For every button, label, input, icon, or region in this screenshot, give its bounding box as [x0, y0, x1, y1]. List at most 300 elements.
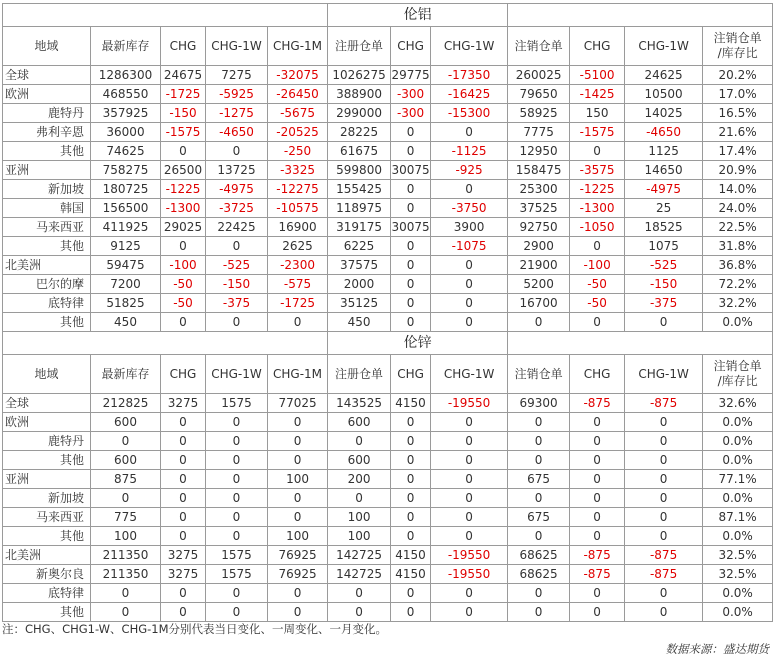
title-blank	[3, 332, 328, 355]
value-cell: -4650	[206, 123, 268, 142]
value-cell: -5100	[570, 66, 625, 85]
value-cell: 0	[161, 313, 206, 332]
table-title: 伦锌	[328, 332, 508, 355]
value-cell: 3275	[161, 394, 206, 413]
value-cell: 1125	[625, 142, 703, 161]
value-cell: 17.0%	[703, 85, 773, 104]
value-cell: 1286300	[91, 66, 161, 85]
region-cell: 鹿特丹	[3, 432, 91, 451]
value-cell: 24625	[625, 66, 703, 85]
region-cell: 其他	[3, 142, 91, 161]
region-cell: 欧洲	[3, 85, 91, 104]
value-cell: 0	[161, 584, 206, 603]
value-cell: 0	[391, 432, 431, 451]
value-cell: 32.6%	[703, 394, 773, 413]
value-cell: 31.8%	[703, 237, 773, 256]
value-cell: 100	[268, 470, 328, 489]
value-cell: 143525	[328, 394, 391, 413]
value-cell: 155425	[328, 180, 391, 199]
value-cell: 25300	[508, 180, 570, 199]
table-row	[3, 85, 773, 104]
value-cell: -375	[625, 294, 703, 313]
value-cell: 0	[570, 451, 625, 470]
value-cell: 118975	[328, 199, 391, 218]
value-cell: 59475	[91, 256, 161, 275]
value-cell: 0	[206, 489, 268, 508]
value-cell: 29775	[391, 66, 431, 85]
value-cell: -26450	[268, 85, 328, 104]
value-cell: 0	[508, 603, 570, 622]
value-cell: 0	[391, 256, 431, 275]
value-cell: 0	[391, 199, 431, 218]
region-cell: 全球	[3, 66, 91, 85]
table-row	[3, 394, 773, 413]
value-cell: 600	[328, 451, 391, 470]
value-cell: -875	[570, 394, 625, 413]
value-cell: 0	[625, 603, 703, 622]
value-cell: -875	[625, 546, 703, 565]
region-cell: 其他	[3, 527, 91, 546]
value-cell: 0	[508, 451, 570, 470]
value-cell: 18525	[625, 218, 703, 237]
value-cell: 0	[268, 313, 328, 332]
value-cell: 0	[161, 142, 206, 161]
value-cell: 0	[161, 413, 206, 432]
value-cell: 77.1%	[703, 470, 773, 489]
value-cell: 0	[206, 237, 268, 256]
value-cell: 0	[328, 584, 391, 603]
region-cell: 其他	[3, 313, 91, 332]
value-cell: 0	[508, 584, 570, 603]
table-row	[3, 66, 773, 85]
value-cell: 600	[91, 451, 161, 470]
value-cell: 0	[391, 275, 431, 294]
value-cell: 0	[431, 584, 508, 603]
value-cell: 3275	[161, 565, 206, 584]
value-cell: 4150	[391, 394, 431, 413]
value-cell: 0	[570, 432, 625, 451]
table-header-row	[3, 355, 773, 394]
value-cell: 0	[161, 432, 206, 451]
value-cell: 0	[206, 470, 268, 489]
value-cell: 200	[328, 470, 391, 489]
column-header: CHG-1W	[206, 355, 268, 394]
table-title-row	[3, 332, 773, 355]
region-cell: 鹿特丹	[3, 104, 91, 123]
value-cell: 0	[625, 413, 703, 432]
value-cell: 0	[625, 451, 703, 470]
value-cell: 142725	[328, 546, 391, 565]
value-cell: 0	[431, 508, 508, 527]
value-cell: -300	[391, 85, 431, 104]
value-cell: -19550	[431, 394, 508, 413]
value-cell: 72.2%	[703, 275, 773, 294]
value-cell: 260025	[508, 66, 570, 85]
column-header: CHG	[391, 355, 431, 394]
value-cell: 0	[570, 470, 625, 489]
value-cell: 36.8%	[703, 256, 773, 275]
value-cell: -150	[625, 275, 703, 294]
value-cell: 17.4%	[703, 142, 773, 161]
table-row	[3, 313, 773, 332]
region-cell: 马来西亚	[3, 218, 91, 237]
value-cell: 0	[508, 413, 570, 432]
table-row	[3, 104, 773, 123]
value-cell: 0	[161, 489, 206, 508]
value-cell: 299000	[328, 104, 391, 123]
column-header: CHG	[570, 355, 625, 394]
value-cell: 0	[431, 413, 508, 432]
value-cell: 25	[625, 199, 703, 218]
column-header: CHG	[161, 355, 206, 394]
value-cell: -5675	[268, 104, 328, 123]
table-row	[3, 603, 773, 622]
value-cell: 211350	[91, 546, 161, 565]
value-cell: 600	[91, 413, 161, 432]
value-cell: -1575	[161, 123, 206, 142]
value-cell: 0	[206, 413, 268, 432]
value-cell: 150	[570, 104, 625, 123]
value-cell: 1575	[206, 546, 268, 565]
value-cell: 0	[391, 470, 431, 489]
value-cell: 30075	[391, 161, 431, 180]
value-cell: 16700	[508, 294, 570, 313]
column-header: CHG-1W	[431, 355, 508, 394]
table-title: 伦铝	[328, 4, 508, 27]
value-cell: -525	[625, 256, 703, 275]
value-cell: -300	[391, 104, 431, 123]
value-cell: 450	[328, 313, 391, 332]
region-cell: 其他	[3, 237, 91, 256]
value-cell: 2625	[268, 237, 328, 256]
value-cell: 100	[268, 527, 328, 546]
value-cell: -1300	[161, 199, 206, 218]
value-cell: -1575	[570, 123, 625, 142]
value-cell: -1050	[570, 218, 625, 237]
value-cell: -4650	[625, 123, 703, 142]
value-cell: 0	[625, 489, 703, 508]
value-cell: 24.0%	[703, 199, 773, 218]
value-cell: 0	[391, 489, 431, 508]
value-cell: -150	[161, 104, 206, 123]
column-header: CHG-1W	[206, 27, 268, 66]
value-cell: -10575	[268, 199, 328, 218]
value-cell: 0.0%	[703, 432, 773, 451]
value-cell: -2300	[268, 256, 328, 275]
value-cell: 0	[161, 508, 206, 527]
value-cell: -925	[431, 161, 508, 180]
value-cell: 32.5%	[703, 565, 773, 584]
value-cell: 0	[391, 508, 431, 527]
value-cell: 0	[161, 237, 206, 256]
value-cell: 3900	[431, 218, 508, 237]
value-cell: -50	[570, 275, 625, 294]
value-cell: 758275	[91, 161, 161, 180]
value-cell: 0	[328, 489, 391, 508]
value-cell: 388900	[328, 85, 391, 104]
value-cell: 14025	[625, 104, 703, 123]
column-header: CHG	[391, 27, 431, 66]
value-cell: 100	[328, 527, 391, 546]
value-cell: 212825	[91, 394, 161, 413]
column-header: CHG	[570, 27, 625, 66]
region-cell: 巴尔的摩	[3, 275, 91, 294]
value-cell: 0	[206, 527, 268, 546]
title-blank	[3, 4, 328, 27]
table-row	[3, 142, 773, 161]
value-cell: 0	[268, 584, 328, 603]
value-cell: 142725	[328, 565, 391, 584]
value-cell: 0	[391, 123, 431, 142]
table-row	[3, 413, 773, 432]
title-blank	[508, 4, 773, 27]
value-cell: 7275	[206, 66, 268, 85]
region-cell: 弗利辛恩	[3, 123, 91, 142]
value-cell: 0	[570, 508, 625, 527]
value-cell: 0	[431, 275, 508, 294]
value-cell: 411925	[91, 218, 161, 237]
value-cell: 0	[391, 451, 431, 470]
table-row	[3, 451, 773, 470]
value-cell: -19550	[431, 546, 508, 565]
value-cell: 0	[570, 142, 625, 161]
value-cell: 0	[431, 180, 508, 199]
value-cell: 0.0%	[703, 527, 773, 546]
value-cell: 10500	[625, 85, 703, 104]
value-cell: 14650	[625, 161, 703, 180]
value-cell: 16900	[268, 218, 328, 237]
table-row	[3, 161, 773, 180]
value-cell: 20.2%	[703, 66, 773, 85]
region-cell: 北美洲	[3, 546, 91, 565]
value-cell: 32.2%	[703, 294, 773, 313]
value-cell: 0	[206, 508, 268, 527]
value-cell: -1225	[570, 180, 625, 199]
column-header: 地域	[3, 355, 91, 394]
value-cell: -19550	[431, 565, 508, 584]
value-cell: 2900	[508, 237, 570, 256]
column-header: 注销仓单 /库存比	[703, 355, 773, 394]
region-cell: 北美洲	[3, 256, 91, 275]
value-cell: 319175	[328, 218, 391, 237]
value-cell: -1725	[161, 85, 206, 104]
value-cell: 0	[268, 413, 328, 432]
value-cell: -375	[206, 294, 268, 313]
region-cell: 全球	[3, 394, 91, 413]
value-cell: 0	[328, 432, 391, 451]
value-cell: 468550	[91, 85, 161, 104]
column-header: CHG-1M	[268, 355, 328, 394]
value-cell: 0	[91, 603, 161, 622]
value-cell: 77025	[268, 394, 328, 413]
column-header: 最新库存	[91, 27, 161, 66]
value-cell: 0	[91, 584, 161, 603]
value-cell: 1026275	[328, 66, 391, 85]
value-cell: 13725	[206, 161, 268, 180]
value-cell: 875	[91, 470, 161, 489]
value-cell: -1725	[268, 294, 328, 313]
value-cell: 0	[570, 313, 625, 332]
value-cell: 0	[431, 123, 508, 142]
value-cell: -250	[268, 142, 328, 161]
column-header: 注销仓单	[508, 27, 570, 66]
region-cell: 韩国	[3, 199, 91, 218]
table-row	[3, 432, 773, 451]
value-cell: 0.0%	[703, 584, 773, 603]
table-row	[3, 584, 773, 603]
value-cell: 0	[431, 489, 508, 508]
table-row	[3, 256, 773, 275]
value-cell: 3275	[161, 546, 206, 565]
region-cell: 欧洲	[3, 413, 91, 432]
value-cell: -12275	[268, 180, 328, 199]
value-cell: 0	[625, 527, 703, 546]
value-cell: 29025	[161, 218, 206, 237]
value-cell: 0	[328, 603, 391, 622]
value-cell: -575	[268, 275, 328, 294]
value-cell: 92750	[508, 218, 570, 237]
value-cell: 0	[206, 142, 268, 161]
value-cell: 0	[391, 527, 431, 546]
value-cell: 12950	[508, 142, 570, 161]
value-cell: 32.5%	[703, 546, 773, 565]
value-cell: -525	[206, 256, 268, 275]
value-cell: 156500	[91, 199, 161, 218]
value-cell: 0.0%	[703, 313, 773, 332]
value-cell: -50	[570, 294, 625, 313]
value-cell: 0	[431, 603, 508, 622]
value-cell: 7200	[91, 275, 161, 294]
value-cell: -4975	[625, 180, 703, 199]
region-cell: 其他	[3, 603, 91, 622]
value-cell: 0	[431, 313, 508, 332]
value-cell: 51825	[91, 294, 161, 313]
column-header: 地域	[3, 27, 91, 66]
value-cell: 0	[161, 603, 206, 622]
value-cell: -1225	[161, 180, 206, 199]
value-cell: -15300	[431, 104, 508, 123]
value-cell: 100	[91, 527, 161, 546]
value-cell: 14.0%	[703, 180, 773, 199]
column-header: CHG-1W	[625, 355, 703, 394]
value-cell: 37525	[508, 199, 570, 218]
value-cell: 0.0%	[703, 489, 773, 508]
value-cell: -875	[625, 565, 703, 584]
value-cell: 0.0%	[703, 603, 773, 622]
value-cell: 1575	[206, 565, 268, 584]
value-cell: -3325	[268, 161, 328, 180]
value-cell: 74625	[91, 142, 161, 161]
value-cell: 4150	[391, 546, 431, 565]
value-cell: 2000	[328, 275, 391, 294]
value-cell: 0	[268, 489, 328, 508]
value-cell: 28225	[328, 123, 391, 142]
table-row	[3, 489, 773, 508]
data-source: 数据来源：盛达期货	[665, 642, 769, 656]
column-header: CHG-1W	[625, 27, 703, 66]
value-cell: -875	[625, 394, 703, 413]
region-cell: 新加坡	[3, 489, 91, 508]
value-cell: 0	[570, 603, 625, 622]
value-cell: 0	[508, 489, 570, 508]
value-cell: 0	[391, 142, 431, 161]
column-header: 最新库存	[91, 355, 161, 394]
value-cell: 0	[391, 237, 431, 256]
value-cell: 450	[91, 313, 161, 332]
value-cell: -1300	[570, 199, 625, 218]
value-cell: 0	[570, 489, 625, 508]
value-cell: 0	[391, 313, 431, 332]
region-cell: 新奥尔良	[3, 565, 91, 584]
value-cell: 1075	[625, 237, 703, 256]
value-cell: 79650	[508, 85, 570, 104]
value-cell: -100	[161, 256, 206, 275]
value-cell: 600	[328, 413, 391, 432]
table-row	[3, 565, 773, 584]
value-cell: 26500	[161, 161, 206, 180]
value-cell: 0	[431, 527, 508, 546]
value-cell: 0	[206, 584, 268, 603]
value-cell: 76925	[268, 565, 328, 584]
value-cell: 0	[268, 508, 328, 527]
value-cell: 0	[570, 527, 625, 546]
value-cell: 0	[625, 432, 703, 451]
value-cell: 68625	[508, 546, 570, 565]
value-cell: 16.5%	[703, 104, 773, 123]
value-cell: 0	[625, 313, 703, 332]
value-cell: -1125	[431, 142, 508, 161]
value-cell: 37575	[328, 256, 391, 275]
value-cell: 22425	[206, 218, 268, 237]
table-row	[3, 527, 773, 546]
value-cell: 21900	[508, 256, 570, 275]
value-cell: 24675	[161, 66, 206, 85]
region-cell: 底特律	[3, 584, 91, 603]
table-row	[3, 294, 773, 313]
value-cell: 0	[570, 584, 625, 603]
value-cell: 0	[431, 256, 508, 275]
value-cell: -1275	[206, 104, 268, 123]
column-header: 注销仓单 /库存比	[703, 27, 773, 66]
value-cell: 58925	[508, 104, 570, 123]
value-cell: 0	[508, 527, 570, 546]
footnote: 注：CHG、CHG1-W、CHG-1M分别代表当日变化、一周变化、一月变化。	[2, 622, 388, 636]
value-cell: 69300	[508, 394, 570, 413]
value-cell: 0	[431, 294, 508, 313]
value-cell: -20525	[268, 123, 328, 142]
region-cell: 亚洲	[3, 470, 91, 489]
value-cell: 0	[508, 432, 570, 451]
value-cell: 0	[268, 603, 328, 622]
zinc-table	[2, 331, 773, 622]
value-cell: 0	[161, 470, 206, 489]
value-cell: 357925	[91, 104, 161, 123]
value-cell: 0	[431, 432, 508, 451]
value-cell: 0	[268, 432, 328, 451]
value-cell: 0	[161, 451, 206, 470]
column-header: CHG-1M	[268, 27, 328, 66]
value-cell: -50	[161, 294, 206, 313]
column-header: 注册仓单	[328, 27, 391, 66]
region-cell: 马来西亚	[3, 508, 91, 527]
value-cell: -50	[161, 275, 206, 294]
value-cell: -3725	[206, 199, 268, 218]
value-cell: -4975	[206, 180, 268, 199]
value-cell: 675	[508, 508, 570, 527]
column-header: 注销仓单	[508, 355, 570, 394]
column-header: CHG-1W	[431, 27, 508, 66]
value-cell: 0	[431, 470, 508, 489]
